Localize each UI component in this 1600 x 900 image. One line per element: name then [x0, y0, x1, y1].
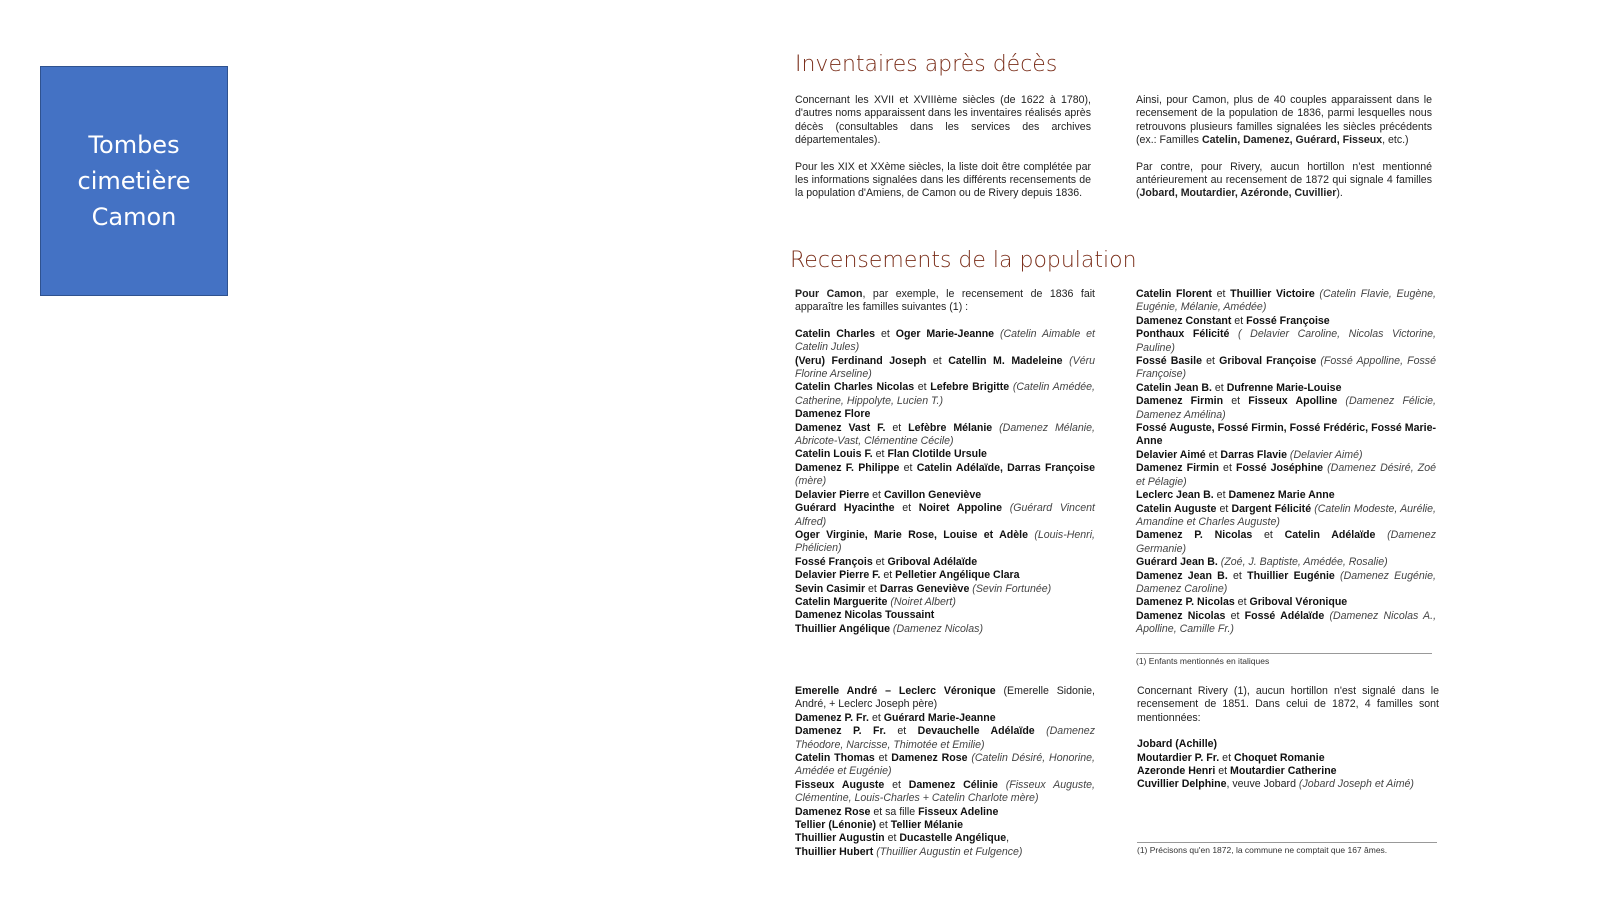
children-names: (Catelin Désiré, Honorine, Amédée et Eugénie) [795, 752, 1095, 778]
children-names: (Damenez Nicolas A., Apolline, Camille Fr.) [1136, 609, 1437, 636]
footnote-divider [1137, 842, 1437, 843]
children-names: (Catelin Flavie, Eugène, Eugénie, Mélanie, Amédée) [1136, 288, 1436, 314]
family-entry [795, 806, 1095, 819]
children-names: ( Delavier Caroline, Nicolas Victorine, Pauline) [1136, 328, 1436, 354]
family-name: Catelin Jean B. [1136, 381, 1212, 394]
slide-title-line: Tombes [88, 131, 180, 159]
family-name: Azeronde Henri [1137, 765, 1216, 778]
family-entry [795, 448, 1095, 461]
family-name: Devauchelle Adélaïde [917, 725, 1035, 738]
family-entry [1136, 355, 1436, 382]
connector-text: et [1216, 502, 1232, 515]
connector-text: et [1213, 489, 1229, 502]
children-names: (Véru Florine Arseline) [795, 354, 1096, 381]
slide-title-box [40, 66, 228, 296]
family-entry [1136, 422, 1436, 449]
family-name: Thuillier Eugénie [1247, 569, 1335, 582]
paragraph-text: ). [1336, 187, 1343, 200]
connector-text: et [1218, 462, 1236, 475]
family-name: Fisseux Adeline [918, 805, 999, 818]
family-entry [1136, 328, 1436, 355]
children-names: (Catelin Aimable et Catelin Jules) [795, 327, 1095, 354]
family-list [1137, 738, 1439, 792]
family-name: Damenez Jean B. [1136, 569, 1228, 582]
children-names: (Catelin Modeste, Aurélie, Amandine et Charles Auguste) [1136, 502, 1436, 528]
family-name: Catellin M. Madeleine [948, 354, 1063, 367]
paragraph [1136, 161, 1432, 201]
family-entry [795, 819, 1095, 832]
connector-text: et [1234, 596, 1250, 609]
footnote: (1) Précisons qu'en 1872, la commune ne comptait que 167 âmes. [1137, 845, 1388, 855]
family-entry [795, 381, 1095, 408]
section-title-inventaires: Inventaires après décès [795, 52, 1058, 77]
slide-title [78, 127, 191, 235]
children-names: (Damenez Désiré, Zoé et Pélagie) [1136, 462, 1436, 488]
family-name: Damenez Firmin [1136, 395, 1224, 408]
connector-text: et [884, 832, 900, 845]
family-entry [795, 779, 1095, 806]
family-name: Flan Clotilde Ursule [887, 448, 987, 461]
paragraph-text: Par contre, pour Rivery, aucun hortillon n'est mentionné antérieurement au recensement de 1872 qui signale 4 familles ( [1136, 160, 1432, 200]
family-entry [1136, 449, 1436, 462]
children-names: (Thuillier Augustin et Fulgence) [873, 845, 1023, 858]
children-names: (Noiret Albert) [887, 595, 956, 608]
family-entry [1136, 556, 1436, 569]
family-name: Fisseux Apolline [1248, 395, 1338, 408]
connector-text: et [869, 488, 884, 501]
family-entry [1136, 395, 1436, 422]
family-name: Fossé Basile [1136, 355, 1202, 368]
family-name: Catelin Auguste [1136, 502, 1217, 515]
family-name: Darras Geneviève [879, 582, 970, 595]
connector-text: et sa fille [870, 805, 919, 818]
family-name: Damenez P. Nicolas [1136, 529, 1253, 542]
family-name: Griboval Adélaïde [887, 555, 978, 568]
family-name: Leclerc Jean B. [1136, 489, 1214, 502]
family-entry [1136, 596, 1436, 609]
family-name: Choquet Romanie [1233, 751, 1325, 764]
family-name: Delavier Aimé [1136, 448, 1206, 461]
connector-text: et [876, 819, 891, 832]
family-name: Damenez Firmin [1136, 462, 1219, 475]
family-name: Tellier (Lénonie) [795, 819, 877, 832]
family-entry [1137, 738, 1439, 751]
family-entry [795, 725, 1095, 752]
family-entry [795, 489, 1095, 502]
family-name: Griboval Véronique [1249, 596, 1348, 609]
family-name: Pelletier Angélique Clara [895, 569, 1020, 582]
slide-title-line: cimetière [77, 167, 191, 195]
family-entry [1136, 288, 1436, 315]
family-name: Fossé Auguste, Fossé Firmin, Fossé Frédéric, Fossé Marie-Anne [1136, 422, 1436, 448]
family-name: Delavier Pierre [795, 488, 870, 501]
family-entry [795, 832, 1095, 845]
footnote-divider [1136, 653, 1432, 654]
family-entry [795, 569, 1095, 582]
connector-text: et [884, 778, 909, 791]
children-names: (Fisseux Auguste, Clémentine, Louis-Charles + Catelin Charlote mère) [795, 778, 1095, 805]
paragraph-text: , etc.) [1382, 134, 1409, 147]
family-list [795, 328, 1095, 636]
family-name: Damenez Célinie [908, 778, 998, 791]
family-name: Guérard Jean B. [1136, 556, 1218, 569]
connector-text: et [1231, 314, 1247, 327]
family-name: Fisseux Auguste [795, 778, 885, 791]
connector-text: (Emerelle Sidonie, André, + Leclerc Joseph père) [795, 685, 1096, 711]
connector-text: et [1252, 529, 1285, 542]
family-name: Catelin Thomas [795, 752, 875, 765]
family-entry [1136, 610, 1436, 637]
family-name: Damenez F. Philippe [795, 461, 900, 474]
family-name: Jobard (Achille) [1137, 738, 1218, 751]
family-entry [1136, 529, 1436, 556]
recensements-left-column [795, 288, 1095, 636]
connector-text: , veuve Jobard [1226, 778, 1299, 791]
family-name: Catelin Louis F. [795, 448, 873, 461]
inventaires-left-column [795, 94, 1091, 214]
rivery-right-column [1137, 685, 1439, 792]
family-entry [1137, 778, 1439, 791]
family-name: Sevin Casimir [795, 582, 866, 595]
family-name: Damenez P. Nicolas [1136, 596, 1235, 609]
family-name: Damenez Vast F. [795, 421, 886, 434]
children-names: (Catelin Amédée, Catherine, Hippolyte, Lucien T.) [795, 381, 1095, 407]
family-entry [795, 502, 1095, 529]
family-entry [1136, 489, 1436, 502]
connector-text: et [865, 582, 880, 595]
family-name: Emerelle André – Leclerc Véronique [795, 685, 996, 697]
family-entry [1136, 382, 1436, 395]
family-list [1136, 288, 1436, 637]
children-names: (Zoé, J. Baptiste, Amédée, Rosalie) [1217, 556, 1388, 569]
rivery-left-column [795, 685, 1095, 859]
family-name: Dufrenne Marie-Louise [1226, 381, 1342, 394]
family-entry [795, 752, 1095, 779]
connector-text: et [1211, 381, 1227, 394]
children-names: (Damenez Germanie) [1136, 529, 1436, 555]
connector-text: et [875, 327, 896, 340]
family-name: Dargent Félicité [1231, 502, 1312, 515]
connector-text: et [1219, 751, 1234, 764]
family-entry [795, 623, 1095, 636]
paragraph: Concernant Rivery (1), aucun hortillon n'est signalé dans le recensement de 1851. Dans celui de 1872, 4 familles sont mentionnées: [1137, 685, 1439, 724]
family-entry [795, 422, 1095, 449]
family-name: Damenez Marie Anne [1228, 489, 1335, 502]
intro-paragraph [795, 288, 1095, 315]
family-name: Damenez P. Fr. [795, 725, 886, 738]
family-name: Damenez P. Fr. [795, 711, 869, 724]
family-name: Fossé Adélaïde [1244, 609, 1325, 622]
paragraph [1136, 94, 1432, 148]
children-names: (Damenez Mélanie, Abricote-Vast, Clémentine Cécile) [795, 421, 1095, 448]
children-names: (Delavier Aimé) [1286, 448, 1363, 461]
family-entry [795, 685, 1095, 712]
family-entry [795, 462, 1095, 489]
slide-title-line: Camon [91, 203, 177, 231]
family-name: Cavillon Geneviève [883, 488, 982, 501]
family-name: Damenez Nicolas Toussaint [795, 609, 935, 622]
connector-text: et [1201, 355, 1220, 368]
footnote: (1) Enfants mentionnés en italiques [1136, 656, 1270, 666]
family-name: Ducastelle Angélique [899, 832, 1007, 845]
paragraph: Concernant les XVII et XVIIIème siècles (de 1622 à 1780), d'autres noms apparaissent dans les inventaires réalisés après décès (consultables dans les services des archives départementales). [795, 94, 1091, 147]
connector-text: et [1215, 765, 1231, 778]
family-name: Damenez Flore [795, 408, 871, 421]
family-name: Catelin Marguerite [795, 595, 888, 608]
family-name: Damenez Nicolas [1136, 609, 1226, 622]
family-name: (Veru) Ferdinand Joseph [795, 354, 927, 367]
family-entry [795, 408, 1095, 421]
family-entry [795, 583, 1095, 596]
paragraph: Pour les XIX et XXème siècles, la liste doit être complétée par les informations signalées dans les différents recensements de la population d'Amiens, de Camon ou de Rivery depuis 1836. [795, 160, 1091, 200]
family-name: Catelin Adélaïde, Darras Françoise [916, 461, 1095, 474]
family-name: Thuillier Victoire [1230, 288, 1315, 300]
family-entry [795, 529, 1095, 556]
children-names: (Louis-Henri, Phélicien) [795, 528, 1095, 555]
connector-text: et [899, 461, 917, 474]
family-entry [1137, 765, 1439, 778]
family-entry [1136, 315, 1436, 328]
children-names: (Damenez Théodore, Narcisse, Thimotée et Emilie) [795, 725, 1095, 751]
children-names: (Guérard Vincent Alfred) [795, 502, 1095, 528]
recensements-right-column [1136, 288, 1436, 637]
paragraph-text: Ainsi, pour Camon, plus de 40 couples apparaissent dans le recensement de la population de 1836, parmi lesquelles nous retrouvons plusieurs familles signalées les siècles précédents (ex.: Familles [1136, 94, 1432, 147]
connector-text: et [872, 555, 888, 568]
family-entry [795, 846, 1095, 859]
connector-text: , [1006, 832, 1010, 845]
family-name: Damenez Constant [1136, 314, 1232, 327]
family-name: Guérard Hyacinthe [795, 502, 895, 515]
children-names: (Jobard Joseph et Aimé) [1298, 778, 1414, 791]
family-name: Thuillier Hubert [795, 845, 874, 858]
family-name: Cuvillier Delphine [1137, 778, 1227, 791]
family-entry [1136, 570, 1436, 597]
family-entry [1136, 503, 1436, 530]
family-entry [795, 712, 1095, 725]
family-name: Oger Marie-Jeanne [895, 327, 995, 340]
connector-text: et [872, 448, 888, 461]
family-list [795, 685, 1095, 859]
connector-text: et [894, 502, 919, 515]
children-names: (Damenez Félicie, Damenez Amélina) [1136, 395, 1437, 421]
connector-text: et [1211, 288, 1231, 300]
children-names: (Sevin Fortunée) [969, 582, 1052, 595]
children-names: (Damenez Eugénie, Damenez Caroline) [1136, 569, 1436, 595]
connector-text: et [874, 752, 892, 765]
family-name: Catelin Charles Nicolas [795, 381, 915, 394]
family-name: Fossé François [795, 555, 873, 568]
family-name: Oger Virginie, Marie Rose, Louise et Adèle [795, 528, 1028, 541]
connector-text: et [880, 569, 896, 582]
family-name: Lefèbre Mélanie [908, 421, 993, 434]
inventaires-right-column [1136, 94, 1432, 214]
family-entry [795, 596, 1095, 609]
family-name: Tellier Mélanie [890, 819, 963, 832]
family-entry [795, 355, 1095, 382]
family-name: Fossé Françoise [1246, 314, 1330, 327]
family-name: Ponthaux Félicité [1136, 328, 1230, 341]
children-names: (mère) [795, 475, 827, 488]
family-entry [795, 609, 1095, 622]
family-name: Thuillier Augustin [795, 832, 885, 845]
connector-text: et [869, 711, 884, 724]
family-name: Griboval Françoise [1219, 355, 1317, 368]
children-names: (Damenez Nicolas) [889, 622, 983, 635]
family-name: Guérard Marie-Jeanne [883, 711, 996, 724]
family-name: Catelin Florent [1136, 288, 1212, 300]
family-name: Moutardier P. Fr. [1137, 751, 1220, 764]
connector-text: et [1227, 569, 1248, 582]
connector-text: et [1223, 395, 1249, 408]
connector-text: et [885, 725, 918, 738]
family-name: Damenez Rose [795, 805, 871, 818]
family-name: Fossé Joséphine [1235, 462, 1324, 475]
family-entry [795, 556, 1095, 569]
connector-text: et [885, 421, 909, 434]
family-name: Catelin Adélaïde [1284, 529, 1376, 542]
children-names: (Fossé Appolline, Fossé Françoise) [1136, 355, 1436, 381]
connector-text: et [1225, 609, 1245, 622]
intro-bold: Pour Camon [795, 288, 863, 300]
family-entry [1137, 752, 1439, 765]
family-name: Thuillier Angélique [795, 622, 890, 635]
intro-text: , par exemple, le recensement de 1836 fait apparaître les familles suivantes (1) : [795, 288, 1096, 314]
family-name: Darras Flavie [1220, 448, 1287, 461]
family-names: Catelin, Damenez, Guérard, Fisseux [1201, 134, 1383, 147]
family-name: Moutardier Catherine [1230, 765, 1337, 778]
family-name: Damenez Rose [891, 752, 968, 765]
family-names: Jobard, Moutardier, Azéronde, Cuvillier [1139, 187, 1337, 200]
connector-text: et [914, 381, 931, 394]
family-name: Lefebre Brigitte [930, 381, 1010, 394]
connector-text: et [1205, 448, 1221, 461]
family-name: Delavier Pierre F. [795, 569, 881, 582]
family-name: Catelin Charles [795, 327, 876, 340]
connector-text: et [926, 354, 949, 367]
section-title-recensements: Recensements de la population [790, 248, 1137, 273]
family-name: Noiret Appoline [918, 502, 1003, 515]
family-entry [1136, 462, 1436, 489]
family-entry [795, 328, 1095, 355]
